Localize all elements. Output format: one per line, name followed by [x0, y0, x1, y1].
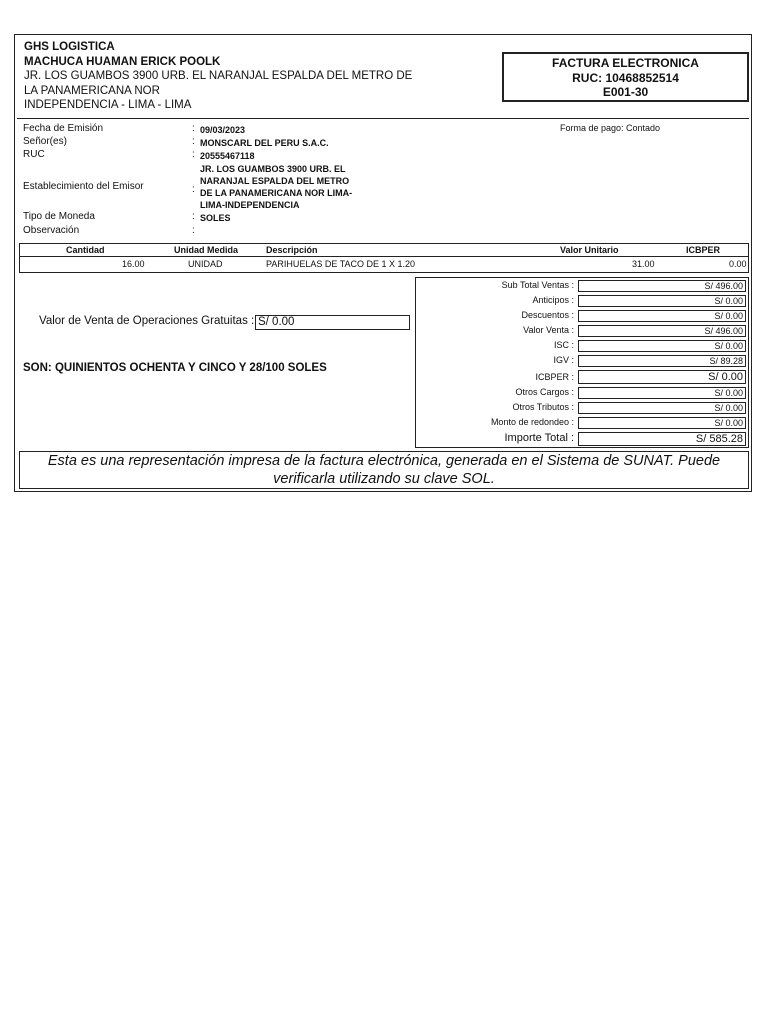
footer-notice — [19, 451, 749, 489]
total-value: S/ 0.00 — [578, 340, 746, 352]
issuer-block — [24, 40, 412, 113]
total-value: S/ 0.00 — [578, 295, 746, 307]
total-label: Valor Venta : — [523, 325, 574, 335]
total-value: S/ 585.28 — [578, 432, 746, 446]
row-cantidad: 16.00 — [122, 259, 145, 269]
fecha-colon: : — [192, 123, 195, 134]
senor-label: Señor(es) — [23, 136, 67, 147]
gratuitas-label: Valor de Venta de Operaciones Gratuitas : — [39, 315, 255, 327]
forma-pago: Forma de pago: Contado — [560, 123, 661, 133]
total-value: S/ 0.00 — [578, 370, 746, 384]
establecimiento-line: NARANJAL ESPALDA DEL METRO — [200, 176, 350, 186]
total-row — [416, 294, 750, 309]
row-unidad: UNIDAD — [188, 259, 223, 269]
total-label: Otros Tributos : — [512, 402, 574, 412]
ruc-label: RUC — [23, 149, 45, 160]
fecha-value: 09/03/2023 — [200, 125, 246, 135]
moneda-value: SOLES — [200, 213, 231, 223]
issuer-address-line3: INDEPENDENCIA - LIMA - LIMA — [24, 99, 192, 111]
total-row — [416, 386, 750, 401]
establecimiento-line: JR. LOS GUAMBOS 3900 URB. EL — [200, 164, 346, 174]
document-id-box — [502, 52, 749, 102]
invoice — [14, 34, 752, 492]
document-ruc: RUC: 10468852514 — [572, 70, 679, 85]
col-valor-unitario: Valor Unitario — [560, 245, 619, 255]
table-row — [19, 257, 749, 273]
total-value: S/ 0.00 — [578, 310, 746, 322]
total-row — [416, 324, 750, 339]
total-row — [416, 416, 750, 431]
col-unidad: Unidad Medida — [174, 245, 239, 255]
total-value: S/ 0.00 — [578, 417, 746, 429]
amount-in-words: SON: QUINIENTOS OCHENTA Y CINCO Y 28/100 SOLES — [23, 362, 327, 374]
total-row-importe — [416, 431, 750, 446]
total-value: S/ 89.28 — [578, 355, 746, 367]
total-label: Anticipos : — [532, 295, 574, 305]
total-label: Sub Total Ventas : — [501, 280, 574, 290]
header-divider — [17, 118, 749, 119]
gratuitas-value: S/ 0.00 — [255, 315, 410, 330]
document-type: FACTURA ELECTRONICA — [552, 56, 699, 70]
total-label: Importe Total : — [504, 432, 574, 444]
total-label: IGV : — [553, 355, 574, 365]
total-label: Otros Cargos : — [515, 387, 574, 397]
total-value: S/ 0.00 — [578, 387, 746, 399]
moneda-colon: : — [192, 211, 195, 222]
ruc-value: 20555467118 — [200, 151, 255, 161]
issuer-address-line2: LA PANAMERICANA NOR — [24, 84, 160, 97]
total-row — [416, 401, 750, 416]
establecimiento-line: LIMA-INDEPENDENCIA — [200, 200, 300, 210]
total-value: S/ 0.00 — [578, 402, 746, 414]
total-label: ICBPER : — [535, 372, 574, 382]
total-row — [416, 279, 750, 294]
total-label: ISC : — [553, 340, 574, 350]
moneda-label: Tipo de Moneda — [23, 211, 95, 222]
row-descripcion: PARIHUELAS DE TACO DE 1 X 1.20 — [266, 259, 416, 269]
total-label: Descuentos : — [521, 310, 574, 320]
establecimiento-line: DE LA PANAMERICANA NOR LIMA- — [200, 188, 353, 198]
senor-value: MONSCARL DEL PERU S.A.C. — [200, 138, 329, 148]
total-row — [416, 339, 750, 354]
total-row — [416, 354, 750, 369]
footer-line2: verificarla utilizando su clave SOL. — [273, 471, 495, 487]
total-value: S/ 496.00 — [578, 325, 746, 337]
issuer-address-line1: JR. LOS GUAMBOS 3900 URB. EL NARANJAL ESPALDA DEL METRO DE — [24, 70, 413, 82]
col-icbper: ICBPER — [686, 245, 721, 255]
total-row — [416, 309, 750, 324]
footer-line1: Esta es una representación impresa de la factura electrónica, generada en el Sistema de SUNAT. Puede — [47, 453, 721, 469]
observacion-label: Observación — [23, 225, 80, 236]
total-label: Monto de redondeo : — [490, 417, 574, 427]
establecimiento-label: Establecimiento del Emisor — [23, 181, 144, 192]
col-descripcion: Descripción — [266, 245, 318, 255]
items-table-header — [19, 243, 749, 257]
fecha-label: Fecha de Emisión — [23, 123, 104, 134]
totals-box — [415, 277, 749, 448]
observacion-colon: : — [192, 225, 195, 236]
issuer-name: GHS LOGISTICA — [24, 41, 115, 53]
col-cantidad: Cantidad — [66, 245, 105, 255]
establecimiento-value — [200, 163, 352, 211]
senor-colon: : — [192, 136, 195, 147]
ruc-colon: : — [192, 149, 195, 160]
row-icbper: 0.00 — [729, 259, 747, 269]
row-valor-unitario: 31.00 — [632, 259, 655, 269]
document-number: E001-30 — [602, 85, 649, 99]
total-value: S/ 496.00 — [578, 280, 746, 292]
issuer-owner: MACHUCA HUAMAN ERICK POOLK — [24, 55, 221, 68]
total-row — [416, 369, 750, 384]
establecimiento-colon: : — [192, 184, 195, 195]
